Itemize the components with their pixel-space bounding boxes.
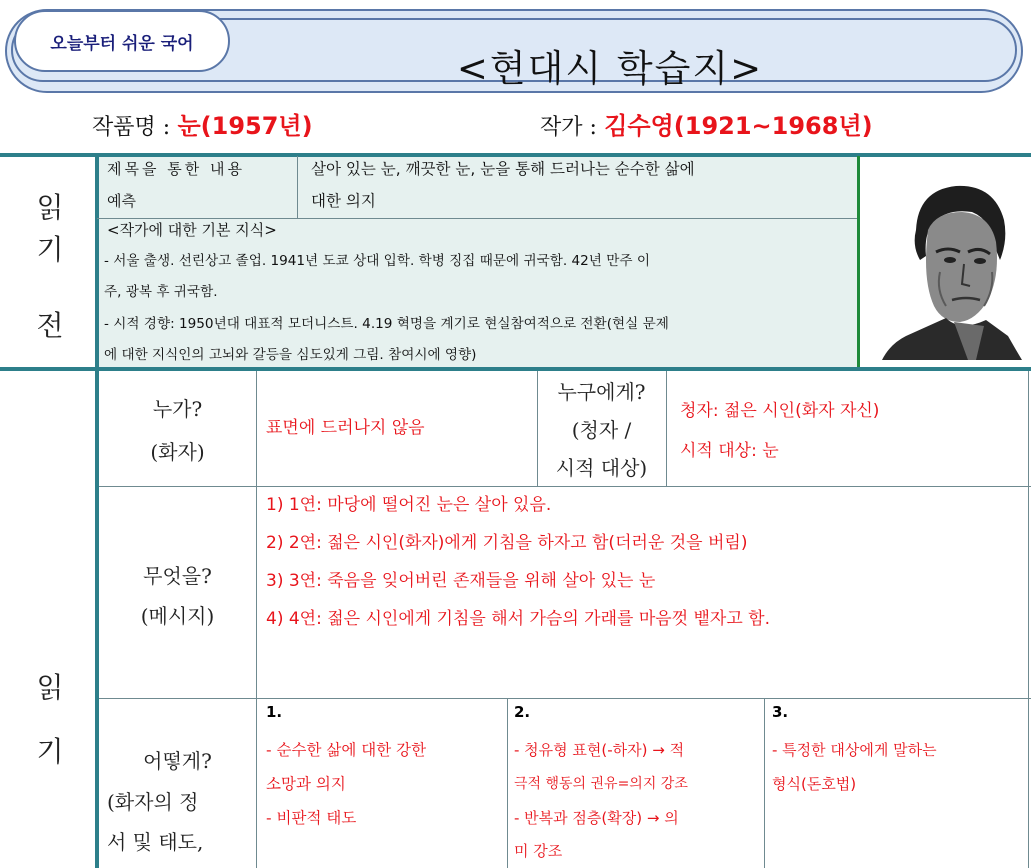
- work-title-line: [92, 106, 313, 141]
- grid-col-3b: [764, 698, 765, 868]
- author-label: 작가 :: [540, 115, 597, 140]
- grid-row-1: [99, 486, 1031, 487]
- to-whom-value-2: 시적 대상: 눈: [680, 441, 779, 461]
- badge: 오늘부터 쉬운 국어: [14, 10, 230, 72]
- who-value: 표면에 드러나지 않음: [266, 418, 425, 438]
- reading-label-1: 읽: [36, 671, 64, 704]
- prediction-value-1: 살아 있는 눈, 깨끗한 눈, 눈을 통해 드러나는 순수한 삶에: [311, 160, 695, 178]
- how-3-number: 3.: [772, 703, 789, 721]
- how-2-number: 2.: [514, 703, 531, 721]
- grid-col-2b: [666, 371, 667, 486]
- work-title-value: 눈(1957년): [177, 112, 313, 140]
- how-label-2: (화자의 정: [107, 790, 199, 814]
- who-label-1: 누가?: [152, 397, 203, 421]
- pre-reading-label-2: 기: [36, 233, 64, 266]
- author-info-line-3: - 시적 경향: 1950년대 대표적 모더니스트. 4.19 혁명을 계기로 현실참여적으로 전환(현실 문제: [104, 316, 669, 332]
- pre-reading-label-1: 읽: [36, 191, 64, 224]
- who-label-2: (화자): [150, 440, 205, 464]
- photo-divider: [857, 156, 860, 367]
- prediction-label-2: 예측: [107, 192, 136, 210]
- how-label-1: 어떻게?: [143, 749, 212, 773]
- author-line: [540, 106, 873, 141]
- what-item-4: 4) 4연: 젊은 시인에게 기침을 해서 가슴의 가래를 마음껏 뱉자고 함.: [266, 609, 770, 629]
- what-label-2: (메시지): [140, 604, 215, 628]
- what-item-1: 1) 1연: 마당에 떨어진 눈은 살아 있음.: [266, 495, 552, 515]
- how-3-line-a: - 특정한 대상에게 말하는: [772, 741, 937, 759]
- how-1-line-c: - 비판적 태도: [266, 809, 357, 827]
- to-whom-label-1: 누구에게?: [557, 380, 646, 404]
- how-2-line-c: - 반복과 점층(확장) → 의: [514, 809, 679, 827]
- how-label-3: 서 및 태도,: [107, 830, 204, 854]
- grid-col-1: [256, 371, 257, 868]
- to-whom-value-1: 청자: 젊은 시인(화자 자신): [680, 401, 880, 421]
- prediction-label-1: 제목을 통한 내용: [107, 160, 245, 178]
- reading-label-2: 기: [36, 735, 64, 768]
- how-2-line-b: 극적 행동의 권유=의지 강조: [514, 776, 688, 792]
- prediction-divider: [297, 156, 298, 218]
- to-whom-label-3: 시적 대상): [555, 456, 648, 480]
- prediction-value-2: 대한 의지: [311, 192, 376, 210]
- author-value: 김수영(1921~1968년): [604, 112, 873, 140]
- top-rule: [0, 153, 1031, 157]
- middle-rule: [0, 367, 1031, 371]
- how-2-line-d: 미 강조: [514, 842, 563, 860]
- author-info-heading: <작가에 대한 기본 지식>: [107, 221, 277, 239]
- page-title: <현대시 학습지>: [456, 47, 764, 90]
- grid-right-edge: [1028, 371, 1029, 868]
- author-info-line-4: 에 대한 지식인의 고뇌와 갈등을 심도있게 그림. 참여시에 영향): [104, 347, 477, 363]
- how-1-number: 1.: [266, 703, 283, 721]
- how-1-line-a: - 순수한 삶에 대한 강한: [266, 741, 427, 759]
- what-label-1: 무엇을?: [143, 564, 212, 588]
- author-info-line-1: - 서울 출생. 선린상고 졸업. 1941년 도쿄 상대 입학. 학병 징집 때문에 귀국함. 42년 만주 이: [104, 253, 650, 269]
- what-item-3: 3) 3연: 죽음을 잊어버린 존재들을 위해 살아 있는 눈: [266, 571, 656, 591]
- work-title-label: 작품명 :: [92, 115, 171, 140]
- how-1-line-b: 소망과 의지: [266, 775, 346, 793]
- what-item-2: 2) 2연: 젊은 시인(화자)에게 기침을 하자고 함(더러운 것을 버림): [266, 533, 748, 553]
- author-info-line-2: 주, 광복 후 귀국함.: [104, 284, 218, 300]
- to-whom-label-2: (청자 /: [571, 418, 632, 442]
- author-portrait-image: [876, 160, 1026, 360]
- how-3-line-b: 형식(돈호법): [772, 775, 857, 793]
- grid-row-2: [99, 698, 1031, 699]
- pre-reading-label-3: 전: [36, 309, 64, 342]
- grid-col-3a: [507, 698, 508, 868]
- how-2-line-a: - 청유형 표현(-하자) → 적: [514, 741, 685, 759]
